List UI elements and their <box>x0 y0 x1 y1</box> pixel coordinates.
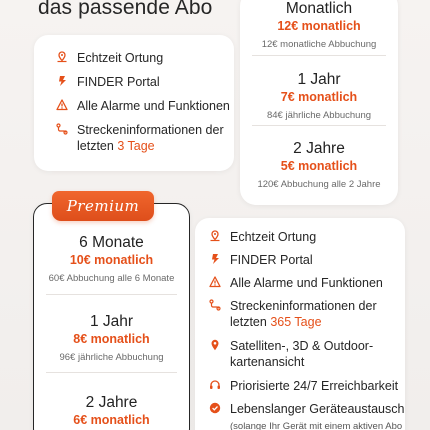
alarm-icon <box>209 275 221 289</box>
plan-note: 84€ jährliche Abbuchung <box>266 110 372 121</box>
plan-option[interactable] <box>34 394 189 429</box>
plan-divider <box>46 372 177 373</box>
feature-item <box>209 229 405 252</box>
plan-duration: 6 Monate <box>79 234 144 251</box>
feature-text: Alle Alarme und Funktionen <box>77 99 230 113</box>
premium-badge: Premium <box>52 191 154 221</box>
feature-item <box>56 98 234 122</box>
feature-text: Alle Alarme und Funktionen <box>230 276 383 290</box>
plan-price: 7€ monatlich <box>280 90 358 104</box>
plan-note: 60€ Abbuchung alle 6 Monate <box>48 273 175 284</box>
plan-note: 12€ monatliche Abbuchung <box>261 39 377 50</box>
feature-item <box>56 50 234 74</box>
feature-text: Echtzeit Ortung <box>230 230 317 244</box>
basic-plans-card <box>240 0 398 205</box>
feature-text: Priorisierte 24/7 Erreichbarkeit <box>230 379 399 393</box>
plan-divider <box>252 55 386 56</box>
finder-logo-icon <box>56 74 68 88</box>
premium-features-card <box>195 218 405 430</box>
premium-plans-card <box>33 203 190 430</box>
shield-check-icon <box>209 401 221 415</box>
alarm-icon <box>56 98 68 112</box>
feature-text: Satelliten-, 3D & Outdoor- kartenansicht <box>230 339 374 369</box>
plan-divider <box>252 125 386 126</box>
route-icon <box>56 122 68 136</box>
feature-item <box>209 252 405 275</box>
plan-option[interactable] <box>34 234 189 285</box>
plan-duration: 1 Jahr <box>297 71 341 88</box>
feature-item <box>209 401 405 430</box>
feature-item <box>209 378 405 401</box>
plan-note: 96€ jährliche Abbuchung <box>59 352 164 363</box>
feature-text: Echtzeit Ortung <box>77 51 164 65</box>
plan-option[interactable] <box>34 313 189 364</box>
support-icon <box>209 378 221 392</box>
feature-text: FINDER Portal <box>230 253 313 267</box>
plan-note: 120€ Abbuchung alle 2 Jahre <box>257 179 381 190</box>
feature-text: FINDER Portal <box>77 75 160 89</box>
feature-item <box>209 298 405 338</box>
feature-item <box>56 122 234 154</box>
plan-duration: Monatlich <box>285 0 353 17</box>
feature-item <box>209 338 405 378</box>
plan-option[interactable] <box>240 71 398 122</box>
feature-text: Lebenslanger Geräteaustausch (solange Ihr Gerät mit einem aktiven Abo <box>230 402 405 430</box>
feature-text: Streckeninformationen der letzten 365 Tage <box>230 299 377 329</box>
route-icon <box>209 298 221 312</box>
plan-option[interactable] <box>240 0 398 51</box>
plan-divider <box>46 294 177 295</box>
plan-duration: 1 Jahr <box>89 313 134 330</box>
plan-option[interactable] <box>240 140 398 191</box>
feature-text: Streckeninformationen der letzten 3 Tage <box>77 123 224 153</box>
plan-price: 6€ monatlich <box>73 413 150 427</box>
finder-logo-icon <box>209 252 221 266</box>
map-pin-icon <box>209 338 221 352</box>
basic-features-card <box>34 35 234 171</box>
feature-item <box>56 74 234 98</box>
page-heading: das passende Abo <box>38 0 213 19</box>
plan-price: 12€ monatlich <box>277 19 361 33</box>
location-pin-icon <box>209 229 221 243</box>
plan-price: 10€ monatlich <box>69 253 154 267</box>
plan-duration: 2 Jahre <box>293 140 345 157</box>
plan-duration: 2 Jahre <box>85 394 138 411</box>
feature-item <box>209 275 405 298</box>
plan-price: 5€ monatlich <box>280 159 358 173</box>
location-pin-icon <box>56 50 68 64</box>
feature-subnote: (solange Ihr Gerät mit einem aktiven Abo <box>230 421 403 430</box>
plan-price: 8€ monatlich <box>73 332 150 346</box>
